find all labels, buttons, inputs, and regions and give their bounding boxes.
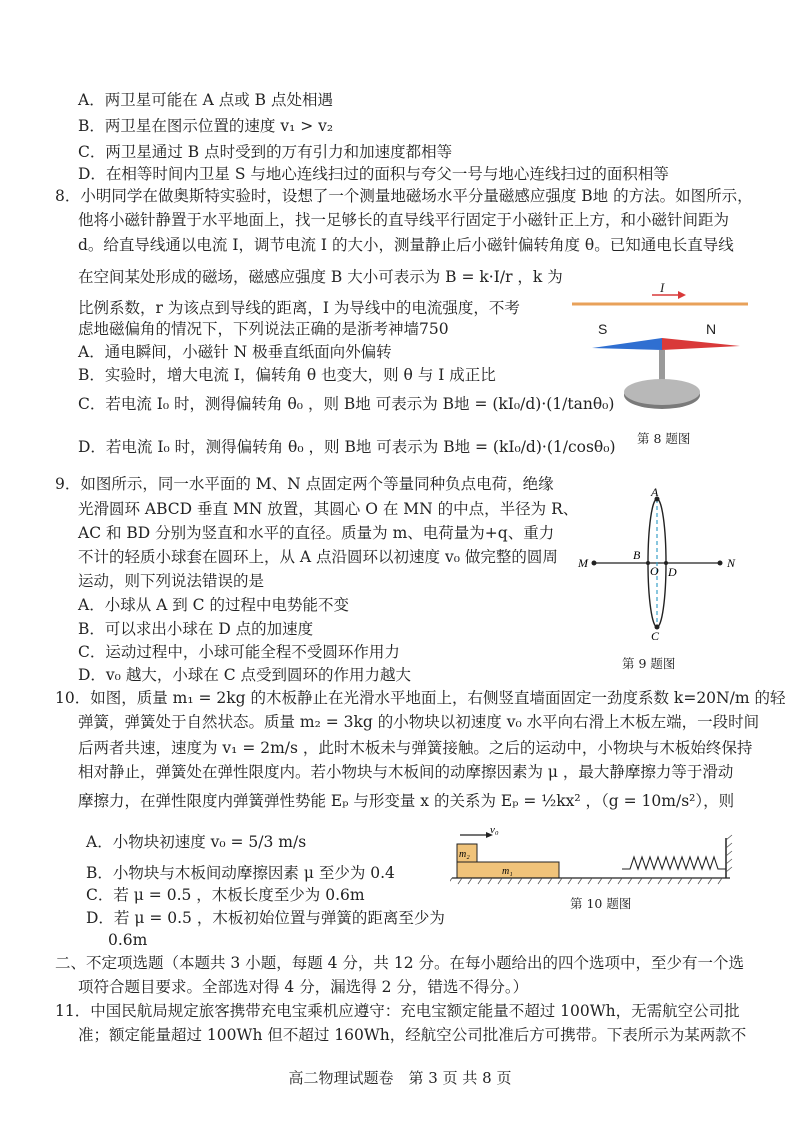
wall-hatch [726,835,732,872]
q10-line-2: 弹簧，弹簧处于自然状态。质量 m₂ = 3kg 的小物块以初速度 v₀ 水平向右滑上木板左端，一段时间 [78,713,760,731]
q10-option-a: A．小物块初速度 v₀ = 5/3 m/s [86,833,307,851]
q7-option-c: C．两卫星通过 B 点时受到的万有引力和加速度都相等 [78,143,453,161]
current-label: I [660,280,665,295]
q9-option-d: D．v₀ 越大，小球在 C 点受到圆环的作用力越大 [78,666,412,684]
charge-n [718,561,723,566]
q11-line-1: 11．中国民航局规定旅客携带充电宝乘机应遵守：充电宝额定能量不超过 100Wh，无需航空公司批 [55,1002,740,1020]
q9-line-2: 光滑圆环 ABCD 垂直 MN 放置，其圆心 O 在 MN 的中点，半径为 R、 [78,500,579,518]
label-c: C [651,629,660,642]
label-d: D [668,565,677,579]
floor-hatch [450,878,722,884]
q9-line-4: 不计的轻质小球套在圆环上，从 A 点沿圆环以初速度 v₀ 做完整的圆周 [78,548,558,566]
current-arrowhead [678,291,686,299]
q10-figure-caption: 第 10 题图 [570,896,632,911]
q8-line-4: 在空间某处形成的磁场，磁感应强度 B 大小可表示为 B = k·I/r ，k 为 [78,268,563,286]
s-pole-label: S [598,321,608,337]
label-o: O [650,564,659,578]
section2-line-2: 项符合题目要求。全部选对得 4 分，漏选得 2 分，错选不得分。） [78,978,529,996]
m2-label: m₂ [459,849,470,860]
needle-south [592,338,662,350]
q10-line-1: 10．如图，质量 m₁ = 2kg 的木板静止在光滑水平地面上，右侧竖直墙面固定一劲度系数 k=20N/m 的轻 [55,689,786,707]
q8-option-b: B．实验时，增大电流 I，偏转角 θ 也变大，则 θ 与 I 成正比 [78,366,496,384]
label-m: M [578,556,588,570]
q9-option-c: C．运动过程中，小球可能全程不受圆环作用力 [78,643,400,661]
q10-line-3: 后两者共速，速度为 v₁ = 2m/s ，此时木板未与弹簧接触。之后的运动中，小物块与木板始终保持 [78,739,753,757]
q8-line-3: d。给直导线通以电流 I，调节电流 I 的大小，测量静止后小磁针偏转角度 θ。已知通电长直导线 [78,236,734,254]
q8-option-a: A．通电瞬间，小磁针 N 极垂直纸面向外偏转 [78,343,392,361]
q9-figure-caption: 第 9 题图 [622,656,676,671]
q10-option-c: C．若 μ = 0.5 ，木板长度至少为 0.6m [86,886,365,904]
page-footer: 高二物理试题卷 第 3 页 共 8 页 [288,1069,512,1087]
charge-m [592,561,597,566]
q8-option-c: C．若电流 I₀ 时，测得偏转角 θ₀ ，则 B地 可表示为 B地 = (kI₀/d)·(1/tanθ₀) [78,395,615,413]
q9-line-3: AC 和 BD 分别为竖直和水平的直径。质量为 m、电荷量为+q、重力 [78,524,555,542]
label-n: N [727,556,736,570]
q11-line-2: 准；额定能量超过 100Wh 但不超过 160Wh，经航空公司批准后方可携带。下表所示为某两款不 [78,1026,747,1044]
needle-north [662,338,740,350]
q10-line-5: 摩擦力，在弹性限度内弹簧弹性势能 Eₚ 与形变量 x 的关系为 Eₚ = ½kx² ，（g = 10m/s²），则 [78,792,735,810]
q7-option-d: D．在相等时间内卫星 S 与地心连线扫过的面积与夸父一号与地心连线扫过的面积相等 [78,165,669,183]
section2-line-1: 二、不定项选题（本题共 3 小题，每题 4 分，共 12 分。在每小题给出的四个选项中，至少有一个选 [55,954,745,972]
q9-line-1: 9．如图所示，同一水平面的 M、N 点固定两个等量同种负点电荷，绝缘 [55,475,554,493]
n-pole-label: N [706,321,717,337]
q8-line-6: 虑地磁偏角的情况下，下列说法正确的是浙考神墙750 [78,320,449,338]
q8-option-d: D．若电流 I₀ 时，测得偏转角 θ₀ ，则 B地 可表示为 B地 = (kI₀/d)·(1/cosθ₀) [78,438,616,456]
q9-figure [574,484,744,642]
q10-option-b: B．小物块与木板间动摩擦因素 μ 至少为 0.4 [86,864,395,882]
q8-line-2: 他将小磁针静置于水平地面上，找一足够长的直导线平行固定于小磁针正上方，和小磁针间距为 [78,211,730,229]
label-a: A [651,485,659,499]
q10-figure [450,824,745,890]
q9-line-5: 运动，则下列说法错误的是 [78,572,265,590]
q8-figure-caption: 第 8 题图 [637,431,691,446]
q7-option-b: B．两卫星在图示位置的速度 v₁ > v₂ [78,117,334,135]
m1-label: m₁ [502,866,513,877]
q8-figure [570,278,750,423]
q8-line-1: 8．小明同学在做奥斯特实验时，设想了一个测量地磁场水平分量磁感应强度 B地 的方法。如图所示， [55,187,753,205]
q10-option-d: D．若 μ = 0.5 ，木板初始位置与弹簧的距离至少为 [86,909,445,927]
q8-line-5: 比例系数，r 为该点到导线的距离，I 为导线中的电流强度，不考 [78,299,520,317]
q9-option-b: B．可以求出小球在 D 点的加速度 [78,620,314,638]
q10-option-d-cont: 0.6m [108,931,148,949]
q10-line-4: 相对静止，弹簧处在弹性限度内。若小物块与木板间的动摩擦因素为 μ ，最大静摩擦力等于滑动 [78,763,734,781]
v0-label: v₀ [490,824,499,836]
q7-option-a: A．两卫星可能在 A 点或 B 点处相遇 [78,91,333,109]
q9-option-a: A．小球从 A 到 C 的过程中电势能不变 [78,596,349,614]
label-b: B [633,548,641,562]
spring [622,857,726,869]
